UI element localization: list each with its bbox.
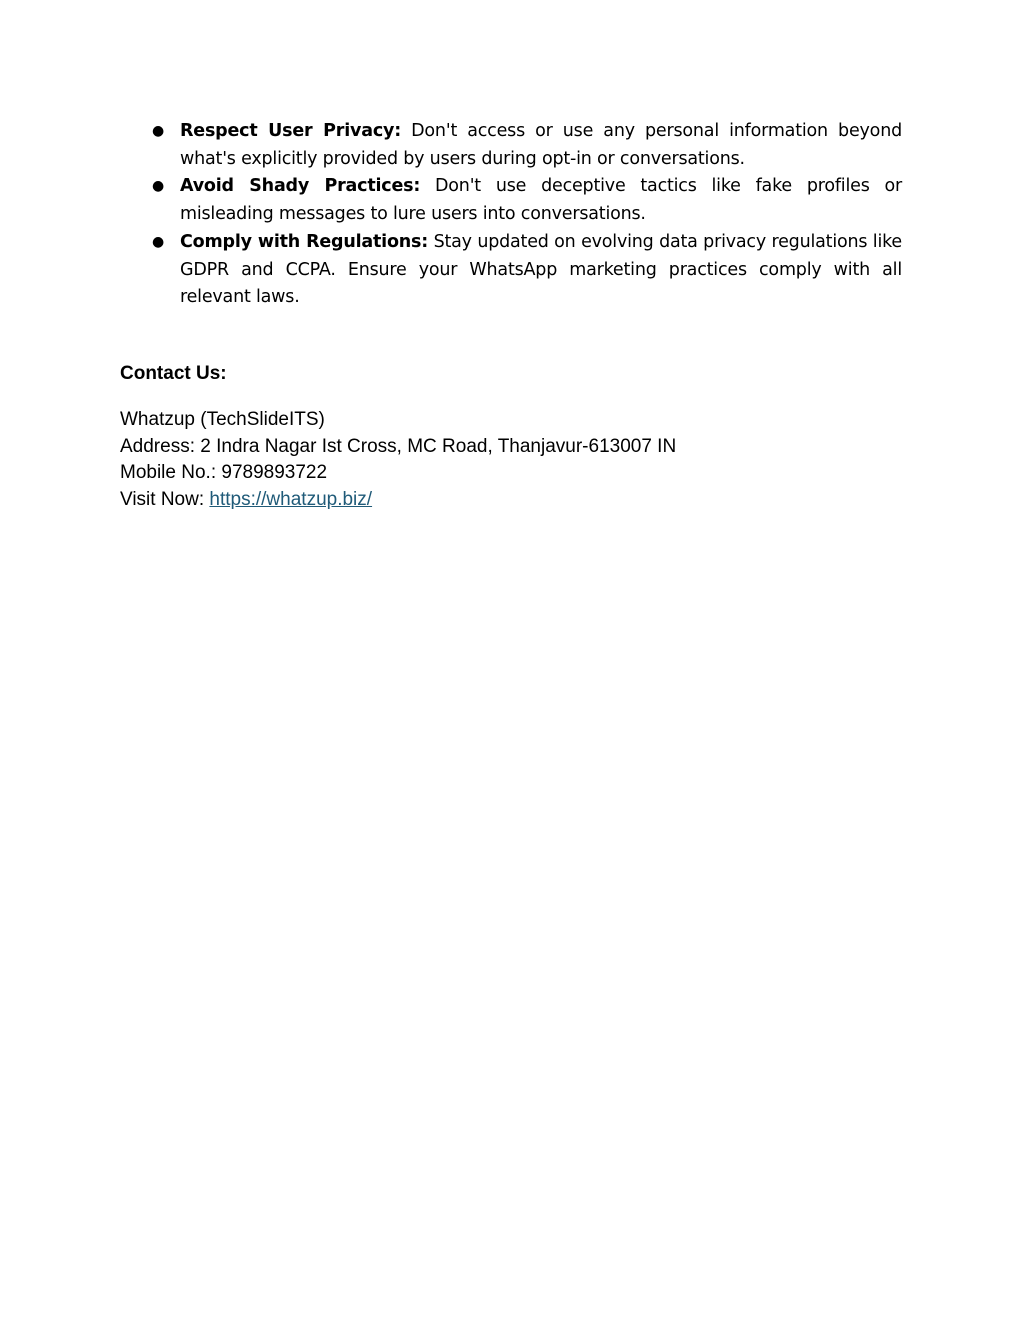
bullet-icon: ● [152, 178, 165, 195]
mobile-line: Mobile No.: 9789893722 [120, 462, 328, 483]
company-name: Whatzup (TechSlideITS) [120, 409, 325, 430]
bullet-title: Comply with Regulations: [180, 231, 429, 252]
bullet-title: Avoid Shady Practices: [180, 176, 421, 197]
bullet-icon: ● [152, 233, 165, 250]
website-link[interactable]: https://whatzup.biz/ [209, 488, 373, 510]
bullet-text: Stay updated on evolving data privacy regulations like GDPR and CCPA. Ensure your WhatsApp marketing practices comply with all relevant laws. [180, 231, 903, 308]
list-item [120, 229, 902, 312]
guidelines-list [120, 118, 902, 312]
bullet-title: Respect User Privacy: [180, 121, 402, 141]
list-item [120, 118, 902, 173]
list-item [120, 173, 902, 228]
visit-label: Visit Now: [120, 488, 210, 510]
contact-heading: Contact Us: [120, 363, 227, 384]
address-line: Address: 2 Indra Nagar Ist Cross, MC Road, Thanjavur-613007 IN [120, 435, 677, 457]
bullet-text: Don't use deceptive tactics like fake profiles or misleading messages to lure users into conversations. [180, 176, 902, 225]
bullet-icon: ● [152, 123, 165, 139]
contact-details [120, 407, 676, 513]
visit-line [120, 487, 676, 514]
bullet-text: Don't access or use any personal information beyond what's explicitly provided by users during opt-in or conversations. [180, 121, 902, 169]
